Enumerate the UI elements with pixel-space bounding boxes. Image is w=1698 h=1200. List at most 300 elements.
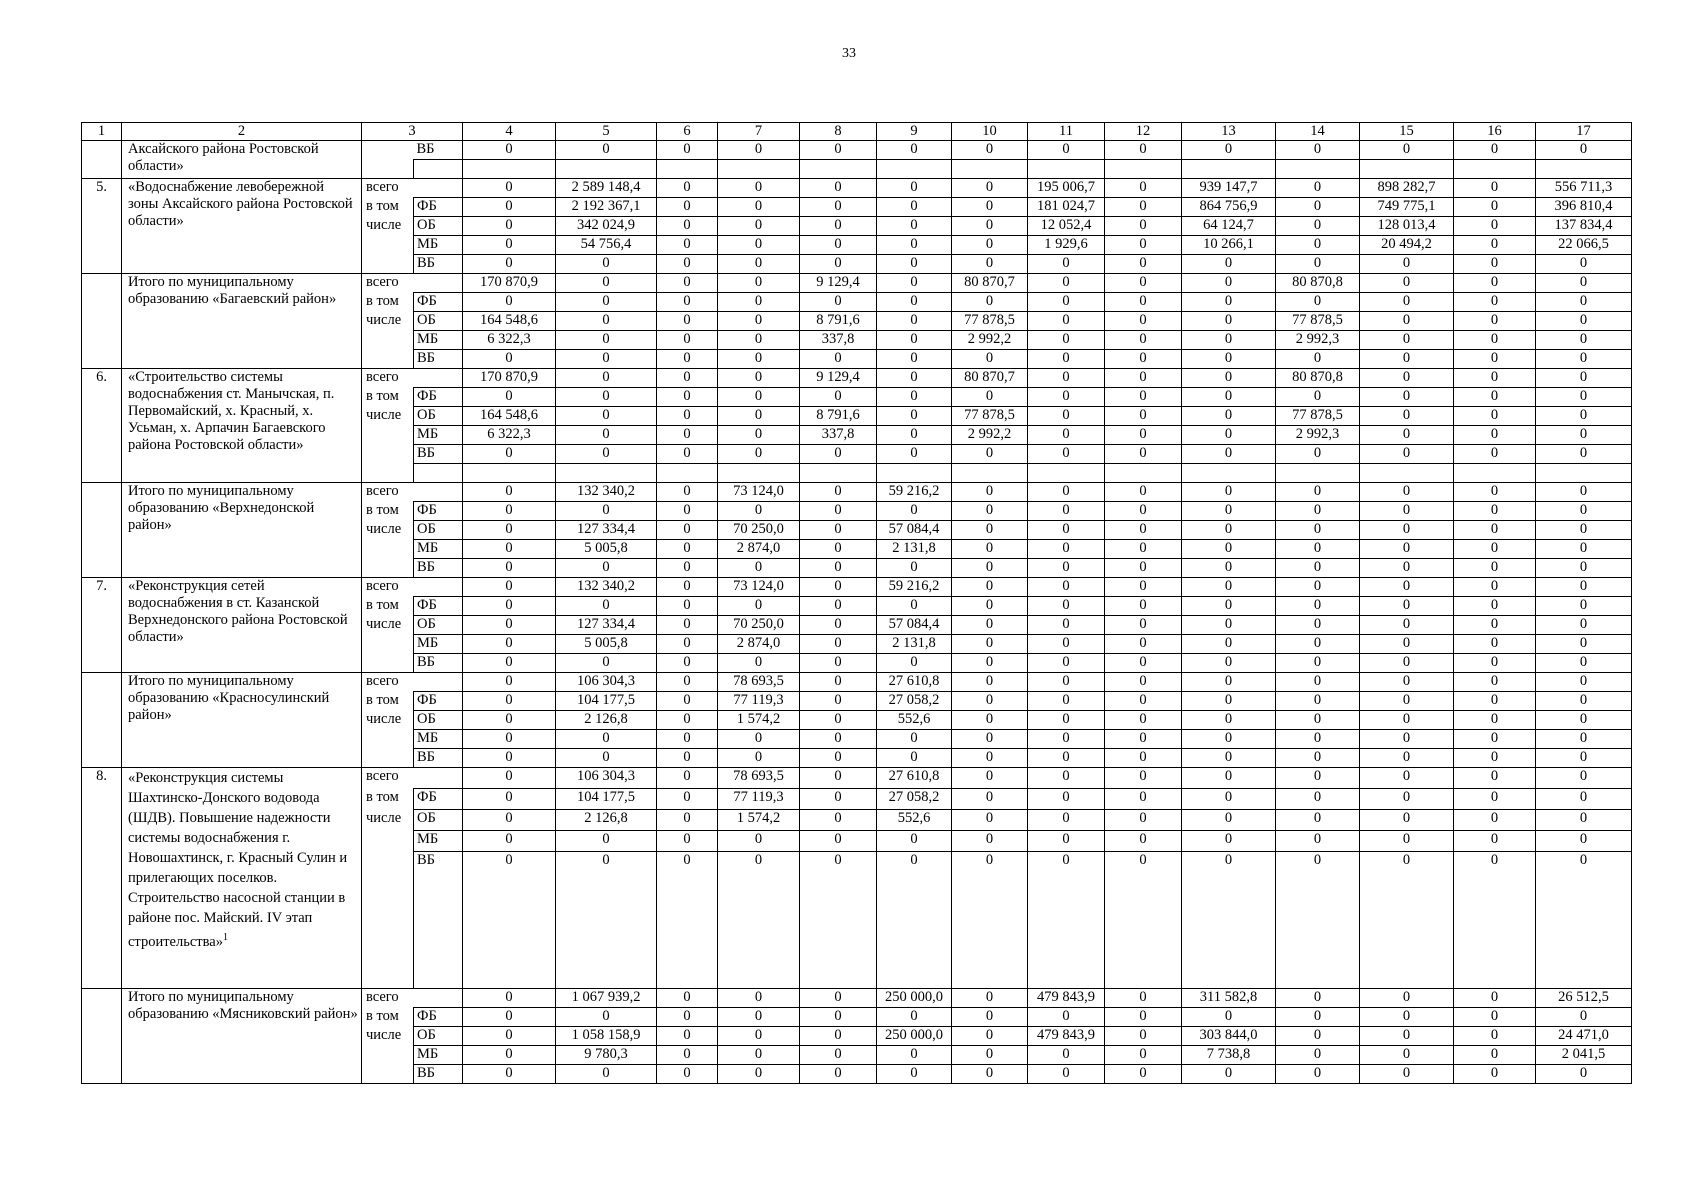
amount-cell: 0 bbox=[952, 445, 1028, 464]
amount-cell: 0 bbox=[463, 789, 556, 810]
amount-cell bbox=[800, 160, 877, 179]
amount-cell: 0 bbox=[718, 274, 800, 293]
funding-source-code: ФБ bbox=[414, 789, 463, 810]
amount-cell: 0 bbox=[657, 852, 718, 989]
funding-kind-label bbox=[362, 350, 414, 369]
funding-kind-label bbox=[362, 255, 414, 274]
amount-cell: 0 bbox=[1182, 407, 1276, 426]
amount-cell: 0 bbox=[1360, 1065, 1454, 1084]
funding-kind-label: в том bbox=[362, 789, 414, 810]
amount-cell: 0 bbox=[1105, 654, 1182, 673]
amount-cell: 0 bbox=[1182, 369, 1276, 388]
amount-cell: 0 bbox=[1454, 1027, 1536, 1046]
amount-cell: 80 870,8 bbox=[1276, 274, 1360, 293]
amount-cell: 0 bbox=[1360, 274, 1454, 293]
amount-cell: 127 334,4 bbox=[556, 521, 657, 540]
row-number: 6. bbox=[82, 369, 122, 483]
amount-cell: 0 bbox=[657, 179, 718, 198]
amount-cell: 132 340,2 bbox=[556, 578, 657, 597]
amount-cell: 0 bbox=[1105, 616, 1182, 635]
amount-cell: 0 bbox=[1105, 521, 1182, 540]
amount-cell: 0 bbox=[952, 540, 1028, 559]
amount-cell: 80 870,7 bbox=[952, 274, 1028, 293]
amount-cell: 0 bbox=[1182, 426, 1276, 445]
table-row bbox=[82, 274, 1632, 293]
amount-cell: 0 bbox=[556, 502, 657, 521]
funding-kind-label: в том bbox=[362, 692, 414, 711]
amount-cell: 0 bbox=[1182, 810, 1276, 831]
amount-cell: 0 bbox=[556, 255, 657, 274]
amount-cell: 0 bbox=[1028, 1065, 1105, 1084]
amount-cell: 5 005,8 bbox=[556, 635, 657, 654]
amount-cell: 0 bbox=[800, 293, 877, 312]
amount-cell: 0 bbox=[463, 236, 556, 255]
amount-cell: 0 bbox=[463, 217, 556, 236]
amount-cell: 0 bbox=[877, 852, 952, 989]
amount-cell: 0 bbox=[800, 350, 877, 369]
amount-cell: 77 878,5 bbox=[1276, 407, 1360, 426]
amount-cell: 0 bbox=[1105, 1027, 1182, 1046]
amount-cell: 0 bbox=[1454, 141, 1536, 160]
amount-cell: 0 bbox=[718, 1008, 800, 1027]
amount-cell: 0 bbox=[463, 810, 556, 831]
amount-cell: 0 bbox=[1182, 768, 1276, 789]
funding-kind-label bbox=[362, 540, 414, 559]
amount-cell: 0 bbox=[1360, 768, 1454, 789]
amount-cell bbox=[556, 160, 657, 179]
amount-cell: 0 bbox=[1105, 407, 1182, 426]
amount-cell: 0 bbox=[1360, 502, 1454, 521]
amount-cell: 0 bbox=[1360, 331, 1454, 350]
header-cell: 1 bbox=[82, 123, 122, 141]
amount-cell: 0 bbox=[800, 989, 877, 1008]
amount-cell: 0 bbox=[1454, 654, 1536, 673]
amount-cell: 0 bbox=[556, 654, 657, 673]
header-cell: 7 bbox=[718, 123, 800, 141]
amount-cell: 22 066,5 bbox=[1536, 236, 1632, 255]
amount-cell: 0 bbox=[1028, 312, 1105, 331]
amount-cell: 0 bbox=[800, 141, 877, 160]
amount-cell: 73 124,0 bbox=[718, 578, 800, 597]
amount-cell: 0 bbox=[556, 369, 657, 388]
amount-cell: 0 bbox=[1360, 989, 1454, 1008]
amount-cell: 0 bbox=[1105, 255, 1182, 274]
amount-cell: 0 bbox=[800, 236, 877, 255]
amount-cell: 0 bbox=[952, 1065, 1028, 1084]
amount-cell: 0 bbox=[1105, 445, 1182, 464]
amount-cell: 0 bbox=[657, 749, 718, 768]
amount-cell bbox=[952, 160, 1028, 179]
amount-cell: 250 000,0 bbox=[877, 989, 952, 1008]
amount-cell: 2 874,0 bbox=[718, 540, 800, 559]
funding-kind-label: числе bbox=[362, 217, 414, 236]
amount-cell: 2 041,5 bbox=[1536, 1046, 1632, 1065]
funding-kind-label bbox=[362, 1065, 414, 1084]
funding-source-code bbox=[414, 768, 463, 789]
amount-cell: 0 bbox=[800, 852, 877, 989]
amount-cell: 0 bbox=[877, 654, 952, 673]
budget-table bbox=[81, 122, 1632, 1084]
funding-source-code: ФБ bbox=[414, 502, 463, 521]
amount-cell: 0 bbox=[1182, 616, 1276, 635]
amount-cell: 0 bbox=[1536, 635, 1632, 654]
amount-cell: 0 bbox=[1105, 692, 1182, 711]
amount-cell: 0 bbox=[1105, 274, 1182, 293]
amount-cell: 0 bbox=[657, 578, 718, 597]
amount-cell: 0 bbox=[556, 388, 657, 407]
amount-cell: 0 bbox=[1105, 578, 1182, 597]
amount-cell: 0 bbox=[1276, 236, 1360, 255]
amount-cell: 0 bbox=[657, 559, 718, 578]
funding-source-code bbox=[414, 369, 463, 388]
amount-cell: 0 bbox=[1105, 1046, 1182, 1065]
amount-cell: 0 bbox=[952, 692, 1028, 711]
amount-cell: 0 bbox=[1028, 331, 1105, 350]
amount-cell: 0 bbox=[718, 236, 800, 255]
amount-cell: 0 bbox=[1536, 1008, 1632, 1027]
funding-kind-label bbox=[362, 236, 414, 255]
amount-cell: 0 bbox=[877, 293, 952, 312]
funding-kind-label bbox=[362, 426, 414, 445]
amount-cell: 7 738,8 bbox=[1182, 1046, 1276, 1065]
amount-cell: 0 bbox=[1454, 445, 1536, 464]
amount-cell: 0 bbox=[463, 198, 556, 217]
funding-kind-label: числе bbox=[362, 312, 414, 331]
amount-cell: 0 bbox=[718, 331, 800, 350]
amount-cell: 0 bbox=[800, 711, 877, 730]
amount-cell: 0 bbox=[718, 831, 800, 852]
funding-source-code: МБ bbox=[414, 236, 463, 255]
amount-cell: 0 bbox=[800, 578, 877, 597]
amount-cell: 0 bbox=[952, 810, 1028, 831]
amount-cell: 0 bbox=[1454, 407, 1536, 426]
funding-source-code bbox=[414, 274, 463, 293]
funding-kind-label bbox=[362, 1046, 414, 1065]
funding-kind-label: числе bbox=[362, 810, 414, 831]
header-cell: 14 bbox=[1276, 123, 1360, 141]
row-number bbox=[82, 141, 122, 179]
amount-cell: 0 bbox=[1536, 831, 1632, 852]
amount-cell: 0 bbox=[657, 1065, 718, 1084]
amount-cell: 0 bbox=[657, 293, 718, 312]
funding-kind-label: числе bbox=[362, 616, 414, 635]
amount-cell: 0 bbox=[952, 578, 1028, 597]
amount-cell: 0 bbox=[952, 483, 1028, 502]
amount-cell: 0 bbox=[463, 559, 556, 578]
funding-source-code: МБ bbox=[414, 635, 463, 654]
amount-cell: 0 bbox=[1276, 852, 1360, 989]
amount-cell: 0 bbox=[657, 1046, 718, 1065]
amount-cell: 0 bbox=[1105, 426, 1182, 445]
amount-cell: 0 bbox=[1028, 445, 1105, 464]
amount-cell: 0 bbox=[1454, 369, 1536, 388]
amount-cell: 0 bbox=[1454, 673, 1536, 692]
amount-cell: 0 bbox=[657, 635, 718, 654]
item-name: Итого по муниципальному образованию «Багаевский район» bbox=[122, 274, 362, 369]
amount-cell: 0 bbox=[1276, 388, 1360, 407]
amount-cell: 0 bbox=[1276, 789, 1360, 810]
amount-cell bbox=[1028, 464, 1105, 483]
funding-kind-label: всего bbox=[362, 673, 414, 692]
amount-cell: 0 bbox=[657, 426, 718, 445]
amount-cell: 0 bbox=[1028, 141, 1105, 160]
amount-cell: 0 bbox=[800, 749, 877, 768]
amount-cell: 0 bbox=[1028, 426, 1105, 445]
amount-cell: 0 bbox=[657, 521, 718, 540]
amount-cell: 0 bbox=[1028, 559, 1105, 578]
funding-source-code: ОБ bbox=[414, 1027, 463, 1046]
amount-cell: 164 548,6 bbox=[463, 312, 556, 331]
amount-cell: 0 bbox=[877, 597, 952, 616]
funding-source-code bbox=[414, 989, 463, 1008]
amount-cell: 0 bbox=[657, 673, 718, 692]
funding-kind-label bbox=[362, 160, 414, 179]
amount-cell: 0 bbox=[1182, 673, 1276, 692]
amount-cell: 0 bbox=[1028, 369, 1105, 388]
amount-cell: 396 810,4 bbox=[1536, 198, 1632, 217]
amount-cell: 0 bbox=[800, 692, 877, 711]
amount-cell: 0 bbox=[952, 730, 1028, 749]
funding-source-code bbox=[414, 578, 463, 597]
amount-cell: 0 bbox=[1105, 768, 1182, 789]
amount-cell: 0 bbox=[1360, 293, 1454, 312]
amount-cell: 0 bbox=[1536, 730, 1632, 749]
amount-cell: 0 bbox=[952, 989, 1028, 1008]
amount-cell: 0 bbox=[556, 293, 657, 312]
amount-cell: 0 bbox=[657, 255, 718, 274]
amount-cell: 0 bbox=[463, 578, 556, 597]
amount-cell: 0 bbox=[1028, 483, 1105, 502]
amount-cell: 0 bbox=[556, 730, 657, 749]
amount-cell: 479 843,9 bbox=[1028, 989, 1105, 1008]
amount-cell bbox=[1454, 464, 1536, 483]
amount-cell: 0 bbox=[1276, 810, 1360, 831]
amount-cell: 0 bbox=[1360, 559, 1454, 578]
amount-cell: 0 bbox=[877, 274, 952, 293]
amount-cell: 1 929,6 bbox=[1028, 236, 1105, 255]
funding-source-code: МБ bbox=[414, 426, 463, 445]
amount-cell: 0 bbox=[1454, 810, 1536, 831]
amount-cell: 0 bbox=[1454, 711, 1536, 730]
amount-cell: 0 bbox=[657, 350, 718, 369]
amount-cell: 0 bbox=[657, 198, 718, 217]
funding-kind-label: в том bbox=[362, 1008, 414, 1027]
amount-cell: 0 bbox=[1028, 711, 1105, 730]
amount-cell: 57 084,4 bbox=[877, 521, 952, 540]
row-number: 5. bbox=[82, 179, 122, 274]
amount-cell: 0 bbox=[1360, 578, 1454, 597]
amount-cell: 0 bbox=[877, 730, 952, 749]
amount-cell: 0 bbox=[1182, 692, 1276, 711]
amount-cell: 0 bbox=[1276, 255, 1360, 274]
amount-cell: 0 bbox=[877, 559, 952, 578]
amount-cell: 0 bbox=[952, 831, 1028, 852]
funding-kind-label: всего bbox=[362, 483, 414, 502]
amount-cell: 0 bbox=[463, 445, 556, 464]
header-cell: 4 bbox=[463, 123, 556, 141]
amount-cell: 0 bbox=[1028, 274, 1105, 293]
amount-cell: 0 bbox=[1276, 597, 1360, 616]
amount-cell: 0 bbox=[463, 768, 556, 789]
amount-cell: 0 bbox=[1105, 810, 1182, 831]
amount-cell: 0 bbox=[463, 255, 556, 274]
amount-cell: 0 bbox=[800, 635, 877, 654]
funding-source-code: ОБ bbox=[414, 521, 463, 540]
funding-source-code: ОБ bbox=[414, 407, 463, 426]
amount-cell: 0 bbox=[657, 692, 718, 711]
amount-cell: 0 bbox=[1360, 369, 1454, 388]
amount-cell: 0 bbox=[1028, 789, 1105, 810]
amount-cell: 0 bbox=[952, 711, 1028, 730]
amount-cell: 0 bbox=[657, 502, 718, 521]
funding-kind-label: числе bbox=[362, 1027, 414, 1046]
amount-cell: 0 bbox=[1454, 1008, 1536, 1027]
amount-cell: 0 bbox=[952, 1008, 1028, 1027]
amount-cell: 0 bbox=[1454, 789, 1536, 810]
item-name: «Реконструкция системы Шахтинско-Донского водовода (ШДВ). Повышение надежности системы водоснабжения г. Новошахтинск, г. Красный Сулин и прилегающих поселков. Строительство насосной станции в районе пос. Майский. IV этап строительства»$^1$ bbox=[122, 768, 362, 989]
amount-cell: 0 bbox=[1360, 616, 1454, 635]
amount-cell: 0 bbox=[952, 789, 1028, 810]
table-row bbox=[82, 141, 1632, 160]
amount-cell: 0 bbox=[877, 1008, 952, 1027]
amount-cell: 0 bbox=[1105, 540, 1182, 559]
amount-cell: 0 bbox=[877, 749, 952, 768]
amount-cell: 0 bbox=[1536, 559, 1632, 578]
funding-kind-label: в том bbox=[362, 293, 414, 312]
amount-cell: 77 878,5 bbox=[1276, 312, 1360, 331]
amount-cell: 0 bbox=[1360, 810, 1454, 831]
amount-cell: 0 bbox=[657, 540, 718, 559]
amount-cell: 80 870,7 bbox=[952, 369, 1028, 388]
amount-cell: 0 bbox=[463, 616, 556, 635]
amount-cell: 137 834,4 bbox=[1536, 217, 1632, 236]
amount-cell: 0 bbox=[1360, 255, 1454, 274]
amount-cell: 0 bbox=[718, 350, 800, 369]
amount-cell: 0 bbox=[463, 1008, 556, 1027]
amount-cell: 0 bbox=[877, 1065, 952, 1084]
amount-cell: 0 bbox=[1105, 141, 1182, 160]
amount-cell: 77 119,3 bbox=[718, 692, 800, 711]
amount-cell: 0 bbox=[1360, 749, 1454, 768]
amount-cell: 0 bbox=[657, 711, 718, 730]
amount-cell: 0 bbox=[1182, 350, 1276, 369]
amount-cell: 0 bbox=[463, 1046, 556, 1065]
amount-cell: 0 bbox=[1105, 635, 1182, 654]
funding-kind-label bbox=[362, 831, 414, 852]
amount-cell: 0 bbox=[1105, 1065, 1182, 1084]
amount-cell: 12 052,4 bbox=[1028, 217, 1105, 236]
row-number: 8. bbox=[82, 768, 122, 989]
amount-cell: 0 bbox=[877, 217, 952, 236]
amount-cell: 0 bbox=[1182, 331, 1276, 350]
header-cell: 17 bbox=[1536, 123, 1632, 141]
amount-cell: 78 693,5 bbox=[718, 768, 800, 789]
amount-cell: 0 bbox=[1182, 483, 1276, 502]
amount-cell: 57 084,4 bbox=[877, 616, 952, 635]
amount-cell: 0 bbox=[1182, 1008, 1276, 1027]
funding-source-code bbox=[414, 464, 463, 483]
funding-kind-label: числе bbox=[362, 407, 414, 426]
amount-cell: 0 bbox=[657, 217, 718, 236]
amount-cell: 0 bbox=[556, 141, 657, 160]
amount-cell: 0 bbox=[1536, 789, 1632, 810]
amount-cell: 9 780,3 bbox=[556, 1046, 657, 1065]
amount-cell: 0 bbox=[1536, 274, 1632, 293]
amount-cell: 0 bbox=[1536, 445, 1632, 464]
amount-cell: 0 bbox=[800, 730, 877, 749]
amount-cell: 0 bbox=[1454, 426, 1536, 445]
funding-kind-label bbox=[362, 635, 414, 654]
amount-cell: 0 bbox=[1182, 255, 1276, 274]
amount-cell: 0 bbox=[800, 768, 877, 789]
funding-kind-label: числе bbox=[362, 711, 414, 730]
funding-source-code: ВБ bbox=[414, 141, 463, 160]
funding-source-code: ФБ bbox=[414, 293, 463, 312]
amount-cell: 0 bbox=[1454, 179, 1536, 198]
amount-cell: 0 bbox=[1536, 426, 1632, 445]
funding-kind-label: в том bbox=[362, 597, 414, 616]
funding-kind-label: всего bbox=[362, 274, 414, 293]
item-name: Итого по муниципальному образованию «Красносулинский район» bbox=[122, 673, 362, 768]
funding-source-code: ВБ bbox=[414, 852, 463, 989]
amount-cell: 0 bbox=[1182, 852, 1276, 989]
amount-cell: 0 bbox=[463, 141, 556, 160]
amount-cell: 0 bbox=[1182, 559, 1276, 578]
amount-cell: 0 bbox=[657, 483, 718, 502]
funding-source-code: ОБ bbox=[414, 217, 463, 236]
amount-cell: 0 bbox=[1028, 293, 1105, 312]
amount-cell: 0 bbox=[1276, 198, 1360, 217]
amount-cell: 0 bbox=[1276, 749, 1360, 768]
amount-cell: 5 005,8 bbox=[556, 540, 657, 559]
amount-cell: 1 574,2 bbox=[718, 711, 800, 730]
amount-cell: 0 bbox=[1105, 483, 1182, 502]
amount-cell: 128 013,4 bbox=[1360, 217, 1454, 236]
amount-cell: 0 bbox=[1105, 293, 1182, 312]
funding-kind-label: всего bbox=[362, 768, 414, 789]
amount-cell: 0 bbox=[1276, 540, 1360, 559]
amount-cell: 27 610,8 bbox=[877, 768, 952, 789]
amount-cell: 0 bbox=[1182, 654, 1276, 673]
amount-cell: 0 bbox=[800, 810, 877, 831]
amount-cell: 0 bbox=[1454, 692, 1536, 711]
amount-cell: 106 304,3 bbox=[556, 673, 657, 692]
amount-cell: 127 334,4 bbox=[556, 616, 657, 635]
amount-cell: 0 bbox=[718, 388, 800, 407]
amount-cell: 337,8 bbox=[800, 426, 877, 445]
amount-cell: 0 bbox=[657, 768, 718, 789]
amount-cell: 0 bbox=[800, 1065, 877, 1084]
row-number: 7. bbox=[82, 578, 122, 673]
amount-cell: 0 bbox=[800, 559, 877, 578]
amount-cell: 9 129,4 bbox=[800, 369, 877, 388]
amount-cell: 0 bbox=[952, 236, 1028, 255]
item-name: Аксайского района Ростовской области» bbox=[122, 141, 362, 179]
amount-cell: 9 129,4 bbox=[800, 274, 877, 293]
amount-cell: 0 bbox=[1105, 597, 1182, 616]
amount-cell: 0 bbox=[1028, 831, 1105, 852]
amount-cell: 0 bbox=[1454, 597, 1536, 616]
amount-cell: 0 bbox=[1105, 331, 1182, 350]
amount-cell: 0 bbox=[800, 831, 877, 852]
amount-cell: 0 bbox=[463, 989, 556, 1008]
amount-cell: 0 bbox=[556, 426, 657, 445]
funding-kind-label: всего bbox=[362, 989, 414, 1008]
amount-cell: 0 bbox=[1028, 810, 1105, 831]
amount-cell: 0 bbox=[1536, 597, 1632, 616]
funding-source-code: МБ bbox=[414, 831, 463, 852]
amount-cell: 0 bbox=[1454, 831, 1536, 852]
